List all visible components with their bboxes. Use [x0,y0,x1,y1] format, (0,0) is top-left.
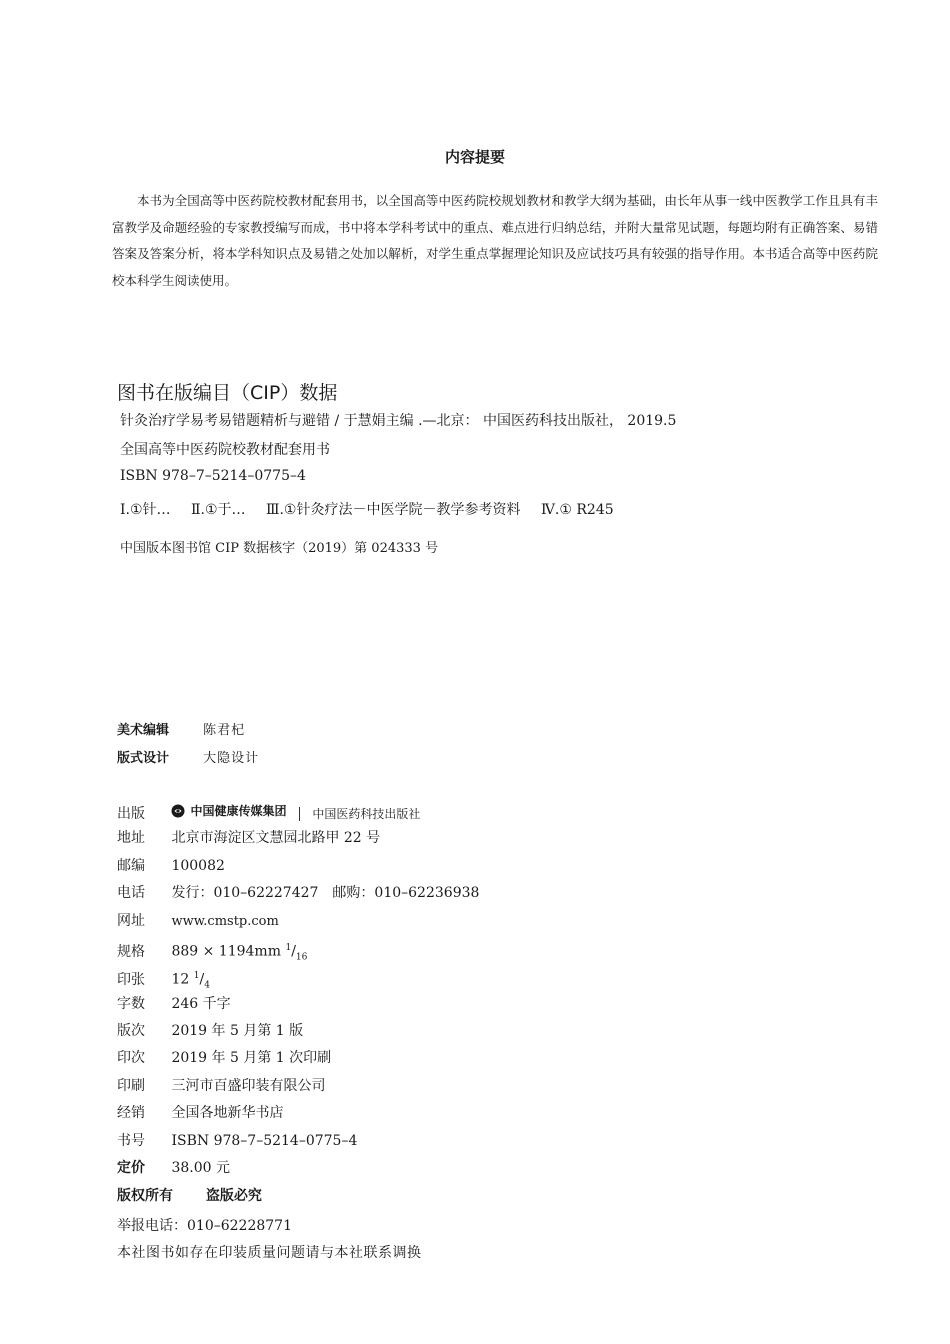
copyright-row [117,1186,262,1206]
publisher-value [171,801,420,824]
printing-label: 印次 [117,1050,145,1066]
address-label: 地址 [117,830,145,846]
edition-label: 版次 [117,1023,145,1039]
phone-row [117,883,479,903]
layout-design-row [117,747,259,766]
layout-design-label: 版式设计 [117,751,170,766]
distributor-label: 经销 [117,1105,145,1121]
phone-value: 发行：010–62227427 邮购：010–62236938 [171,885,480,901]
postcode-row [117,856,225,876]
format-numerator: 1 [285,943,292,953]
sheets-denominator: 4 [204,980,210,991]
printing-row [117,1048,331,1068]
printer-row [117,1076,325,1096]
printing-value: 2019 年 5 月第 1 次印刷 [171,1050,332,1066]
words-value: 246 千字 [171,996,231,1012]
sheets-label: 印张 [117,971,145,988]
sheets-whole: 12 [171,971,190,988]
website-value: www.cmstp.com [171,914,279,929]
sheets-row [117,966,210,991]
website-row [117,911,279,931]
price-value: 38.00 元 [171,1160,230,1176]
postcode-label: 邮编 [117,858,145,874]
cip-class-4: Ⅳ.① R245 [540,502,614,518]
format-denominator: 16 [295,952,308,963]
cip-title-line: 针灸治疗学易考易错题精析与避错 / 于慧娟主编 .—北京： 中国医药科技出版社， 2019.5 [120,413,677,429]
edition-row [117,1021,303,1041]
isbn-label: 书号 [117,1133,145,1149]
cip-class-3: Ⅲ.①针灸疗法－中医学院－教学参考资料 [265,502,521,518]
art-editor-label: 美术编辑 [117,723,170,738]
cip-class-2: Ⅱ.①于… [190,502,246,518]
group-logo-icon [171,804,185,818]
postcode-value: 100082 [171,858,225,874]
summary-paragraph: 本书为全国高等中医药院校教材配套用书，以全国高等中医药院校规划教材和教学大纲为基础，由长年从事一线中医教学工作且具有丰富教学及命题经验的专家教授编写而成，书中将本学科考试中的重点、难点进行归纳总结，并附大量常见试题，每题均附有正确答案、易错答案及答案分析，将本学科知识点及易错之处加以解析，对学生重点掌握理论知识及应试技巧具有较强的指导作用。本书适合高等中医药院校本科学生阅读使用。 [112,193,878,289]
report-phone: 举报电话：010–62228771 [117,1218,292,1234]
layout-design-value: 大隐设计 [203,751,260,766]
copyright-value: 盗版必究 [205,1188,262,1204]
sheets-numerator: 1 [193,971,200,981]
phone-label: 电话 [117,885,145,901]
publisher-row [117,801,420,821]
edition-value: 2019 年 5 月第 1 版 [171,1023,304,1039]
printer-value: 三河市百盛印装有限公司 [171,1078,326,1094]
publisher-group-name: 中国健康传媒集团 [190,804,287,818]
quality-notice: 本社图书如存在印装质量问题请与本社联系调换 [117,1245,422,1261]
summary-text [112,188,878,295]
address-row [117,828,380,848]
publisher-name: 中国医药科技出版社 [312,807,421,821]
format-size: 889 × 1194mm [171,943,281,960]
art-editor-value: 陈君杞 [203,723,246,738]
cip-isbn-line: ISBN 978–7–5214–0775–4 [120,468,306,484]
publisher-divider [299,807,300,821]
distributor-row [117,1103,283,1123]
format-value: 889 × 1194mm $^1/_{16}$ [171,943,308,963]
printer-label: 印刷 [117,1078,145,1094]
website-label: 网址 [117,913,145,929]
format-label: 规格 [117,943,145,960]
summary-title: 内容提要 [444,148,505,166]
publisher-label: 出版 [117,806,145,822]
price-label: 定价 [117,1160,145,1176]
isbn-row [117,1131,357,1151]
art-editor-row [117,719,245,738]
address-value: 北京市海淀区文慧园北路甲 22 号 [171,830,381,846]
distributor-value: 全国各地新华书店 [171,1105,284,1121]
cip-series-line: 全国高等中医药院校教材配套用书 [120,442,330,458]
price-row [117,1158,230,1178]
words-label: 字数 [117,996,145,1012]
format-row [117,938,308,963]
cip-record-line: 中国版本图书馆 CIP 数据核字（2019）第 024333 号 [120,541,439,556]
cip-classification-line [120,499,630,519]
cip-class-1: Ⅰ.①针… [120,502,171,518]
isbn-value: ISBN 978–7–5214–0775–4 [171,1133,358,1149]
publisher-group-logo [171,801,286,821]
copyright-label: 版权所有 [117,1188,173,1204]
sheets-value: 12 $^1/_4$ [171,971,210,991]
words-row [117,994,231,1014]
cip-heading: 图书在版编目（CIP）数据 [117,382,338,404]
